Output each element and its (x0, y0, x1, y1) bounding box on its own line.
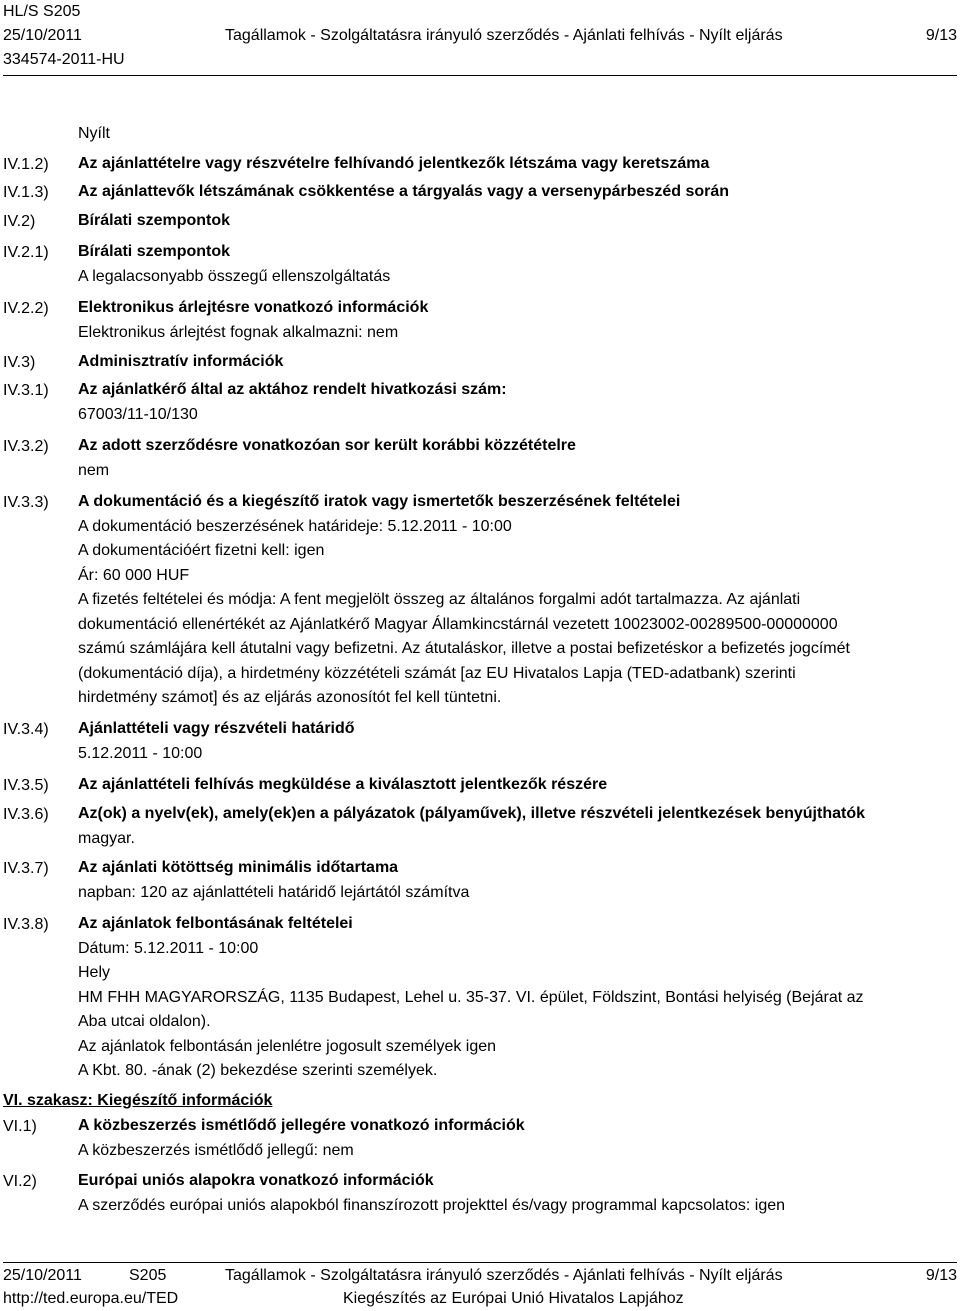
section-text: 5.12.2011 - 10:00 (78, 744, 203, 762)
section-heading: Elektronikus árlejtésre vonatkozó információk (78, 299, 429, 316)
section-text: A fizetés feltételei és módja: A fent megjelölt összeg az általános forgalmi adót tartalmazza. Az ajánlati (78, 591, 801, 608)
header-page-number: 9/13 (925, 27, 957, 44)
section-heading: Az ajánlattételi felhívás megküldése a kiválasztott jelentkezők részére (78, 776, 608, 793)
section-text: A dokumentációért fizetni kell: igen (78, 542, 325, 559)
section-heading: Bírálati szempontok (78, 212, 231, 229)
section-text: Az ajánlatok felbontásán jelenlétre jogosult személyek igen (78, 1037, 497, 1055)
section-text: (dokumentáció díja), a hirdetmény közzétételi számát [az EU Hivatalos Lapja (TED-adatbank) szerinti (78, 664, 796, 682)
footer-date: 25/10/2011 (3, 1267, 82, 1284)
section-number: IV.1.3) (3, 184, 49, 201)
section-text: A Kbt. 80. -ának (2) bekezdése szerinti személyek. (78, 1062, 438, 1079)
footer-publisher: Kiegészítés az Európai Unió Hivatalos Lapjához (343, 1290, 684, 1307)
section-heading: Az ajánlattételre vagy részvételre felhívandó jelentkezők létszáma vagy keretszáma (78, 155, 710, 172)
section-text: A szerződés európai uniós alapokból finanszírozott projekttel és/vagy programmal kapcsolatos: igen (78, 1196, 786, 1214)
section-number: IV.2.1) (3, 244, 49, 261)
section-text: A dokumentáció beszerzésének határideje: 5.12.2011 - 10:00 (78, 517, 512, 535)
section-text: Hely (78, 964, 111, 981)
footer-divider (3, 1262, 957, 1263)
section-number: IV.2) (3, 213, 36, 230)
section-text: számú számlájára kell átutalni vagy befizetni. Az átutaláskor, illetve a postai befizetéskor a befizetés jogcímét (78, 640, 850, 657)
section-text: 67003/11-10/130 (78, 405, 198, 423)
section-heading: Az ajánlatkérő által az aktához rendelt hivatkozási szám: (78, 381, 507, 398)
section-text: Nyílt (78, 125, 110, 142)
section-number: VI.2) (3, 1173, 37, 1190)
section-text: napban: 120 az ajánlattételi határidő lejártától számítva (78, 883, 470, 901)
doc-number: 334574-2011-HU (3, 51, 125, 68)
section-text: A közbeszerzés ismétlődő jellegű: nem (78, 1141, 354, 1159)
footer-url[interactable]: http://ted.europa.eu/TED (3, 1290, 179, 1307)
footer-issue: S205 (129, 1267, 167, 1284)
section-number: IV.3.6) (3, 806, 49, 823)
section-number: VI.1) (3, 1118, 37, 1135)
footer-page-number: 9/13 (925, 1267, 957, 1284)
section-text: Ár: 60 000 HUF (78, 566, 190, 584)
section-number: IV.3.8) (3, 916, 49, 933)
section-text: HM FHH MAGYARORSZÁG, 1135 Budapest, Lehel u. 35-37. VI. épület, Földszint, Bontási helyiség (Bejárat az (78, 988, 864, 1006)
section-heading: A közbeszerzés ismétlődő jellegére vonatkozó információk (78, 1117, 525, 1134)
footer-title: Tagállamok - Szolgáltatásra irányuló szerződés - Ajánlati felhívás - Nyílt eljárás (225, 1267, 783, 1284)
section-heading: Az(ok) a nyelv(ek), amely(ek)en a pályázatok (pályaművek), illetve részvételi jelentkezések benyújthatók (78, 805, 865, 822)
section-text: magyar. (78, 829, 135, 847)
section-heading: Európai uniós alapokra vonatkozó információk (78, 1172, 434, 1189)
section-heading: Az adott szerződésre vonatkozóan sor került korábbi közzétételre (78, 437, 576, 454)
section-heading: Az ajánlati kötöttség minimális időtartama (78, 859, 399, 876)
section-number: IV.2.2) (3, 300, 49, 317)
section-heading: A dokumentáció és a kiegészítő iratok vagy ismertetők beszerzésének feltételei (78, 493, 681, 510)
section-heading: Az ajánlattevők létszámának csökkentése a tárgyalás vagy a versenypárbeszéd során (78, 183, 730, 200)
section-heading: Ajánlattételi vagy részvételi határidő (78, 720, 355, 737)
section-number: IV.1.2) (3, 156, 49, 173)
section-text: Aba utcai oldalon). (78, 1013, 211, 1030)
section-heading: Adminisztratív információk (78, 353, 284, 370)
section-text: A legalacsonyabb összegű ellenszolgáltatás (78, 267, 391, 285)
section-vi-heading: VI. szakasz: Kiegészítő információk (3, 1092, 273, 1109)
section-text: dokumentáció ellenértékét az Ajánlatkérő Magyar Államkincstárnál vezetett 10023002-00289500-00000000 (78, 615, 838, 633)
header-divider (3, 75, 957, 76)
section-number: IV.3.1) (3, 382, 49, 399)
header-date: 25/10/2011 (3, 27, 82, 44)
section-number: IV.3.5) (3, 777, 49, 794)
section-text: Elektronikus árlejtést fognak alkalmazni: nem (78, 323, 399, 341)
section-text: nem (78, 461, 110, 479)
section-number: IV.3.2) (3, 438, 49, 455)
section-number: IV.3) (3, 354, 36, 371)
section-number: IV.3.4) (3, 721, 49, 738)
doc-code: HL/S S205 (3, 3, 81, 20)
header-title: Tagállamok - Szolgáltatásra irányuló szerződés - Ajánlati felhívás - Nyílt eljárás (225, 27, 783, 44)
section-text: hirdetmény számot] és az eljárás azonosítót fel kell tüntetni. (78, 689, 502, 706)
section-number: IV.3.7) (3, 860, 49, 877)
section-heading: Bírálati szempontok (78, 243, 231, 260)
section-heading: Az ajánlatok felbontásának feltételei (78, 915, 353, 932)
section-text: Dátum: 5.12.2011 - 10:00 (78, 939, 259, 957)
section-number: IV.3.3) (3, 494, 49, 511)
